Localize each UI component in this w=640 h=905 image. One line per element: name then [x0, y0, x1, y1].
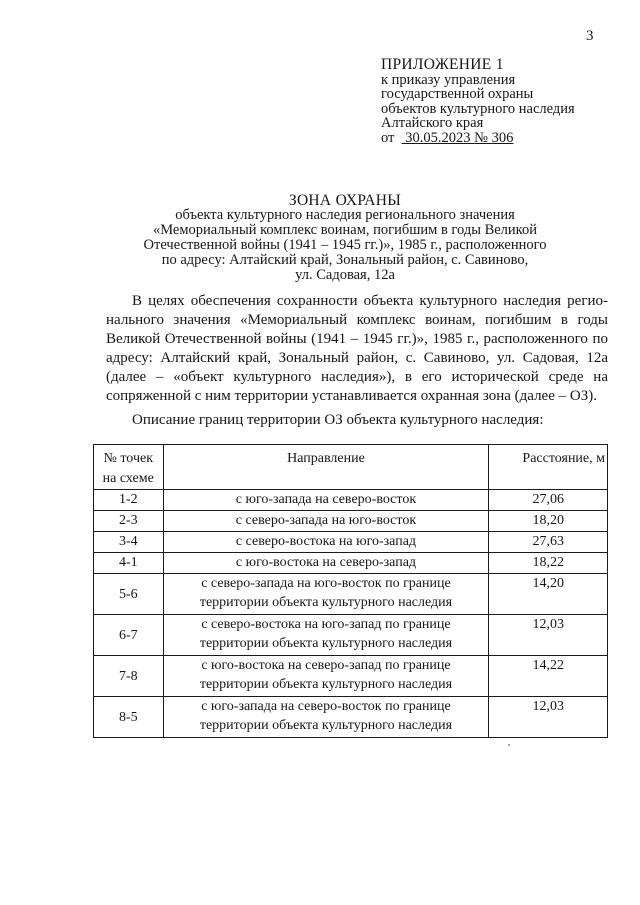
cell-direction: с северо-востока на юго-запад	[163, 532, 489, 553]
cell-direction: с юго-запада на северо-восток по границе территории объекта культурного наследия	[163, 697, 489, 738]
cell-points: 7-8	[94, 656, 164, 697]
page-number: 3	[586, 28, 594, 44]
scan-speck	[508, 744, 510, 746]
paragraph-line: нального значения «Мемориальный комплекс воинам, погибшим в годы	[106, 312, 608, 328]
paragraph-line: адресу: Алтайский край, Зональный район, с. Савиново, ул. Садовая, 12а	[106, 350, 608, 366]
table-row	[94, 574, 608, 615]
cell-distance: 18,22	[489, 553, 608, 574]
appendix-line: объектов культурного наследия	[381, 100, 575, 117]
table-caption: Описание границ территории ОЗ объекта культурного наследия:	[132, 412, 544, 428]
cell-points: 6-7	[94, 615, 164, 656]
cell-points: 8-5	[94, 697, 164, 738]
number-sign: №	[474, 129, 488, 146]
cell-direction: с северо-востока на юго-запад по границе территории объекта культурного наследия	[163, 615, 489, 656]
header-points: № точек на схеме	[94, 445, 164, 490]
appendix-line: государственной охраны	[381, 86, 534, 102]
header-direction: Направление	[163, 445, 489, 490]
table-row	[94, 490, 608, 511]
order-number: 306	[491, 129, 514, 146]
cell-points: 3-4	[94, 532, 164, 553]
table-row	[94, 511, 608, 532]
appendix-block	[381, 58, 575, 145]
header-distance: Расстояние, м	[489, 445, 608, 490]
date-prefix: от	[381, 129, 395, 146]
cell-direction: с юго-востока на северо-запад	[163, 553, 489, 574]
cell-distance: 12,03	[489, 697, 608, 738]
body-paragraph	[106, 292, 608, 406]
boundaries-table	[93, 444, 608, 738]
appendix-line: Алтайского края	[381, 115, 484, 131]
order-date: 30.05.2023 № 306	[405, 129, 514, 146]
paragraph-line: (далее – «объект культурного наследия»), в его исторической среде на	[106, 369, 608, 385]
title-heading: ЗОНА ОХРАНЫ	[288, 192, 402, 209]
appendix-heading: ПРИЛОЖЕНИЕ 1	[381, 56, 504, 73]
cell-direction: с северо-запада на юго-восток	[163, 511, 489, 532]
cell-points: 4-1	[94, 553, 164, 574]
cell-points: 2-3	[94, 511, 164, 532]
cell-direction: с юго-востока на северо-запад по границе территории объекта культурного наследия	[163, 656, 489, 697]
title-line: объекта культурного наследия регионального значения	[175, 207, 515, 223]
paragraph-line: сопряженной с ним территории устанавливается охранная зона (далее – ОЗ).	[106, 388, 597, 404]
appendix-date-line	[381, 131, 575, 146]
document-title	[120, 193, 570, 283]
paragraph-line: В целях обеспечения сохранности объекта культурного наследия регио-	[132, 293, 608, 309]
cell-direction: с северо-запада на юго-восток по границе территории объекта культурного наследия	[163, 574, 489, 615]
cell-points: 5-6	[94, 574, 164, 615]
table-row	[94, 656, 608, 697]
cell-distance: 14,22	[489, 656, 608, 697]
paragraph-line: Великой Отечественной войны (1941 – 1945 гг.)», 1985 г., расположенного по	[106, 331, 608, 347]
title-line: ул. Садовая, 12а	[295, 267, 395, 283]
table-row	[94, 532, 608, 553]
cell-distance: 27,06	[489, 490, 608, 511]
cell-direction: с юго-запада на северо-восток	[163, 490, 489, 511]
table-body	[94, 490, 608, 738]
cell-points: 1-2	[94, 490, 164, 511]
table-row	[94, 553, 608, 574]
cell-distance: 14,20	[489, 574, 608, 615]
title-line: Отечественной войны (1941 – 1945 гг.)», 1985 г., расположенного	[143, 237, 547, 253]
title-line: «Мемориальный комплекс воинам, погибшим в годы Великой	[152, 222, 537, 238]
cell-distance: 12,03	[489, 615, 608, 656]
cell-distance: 27,63	[489, 532, 608, 553]
cell-distance: 18,20	[489, 511, 608, 532]
table-row	[94, 697, 608, 738]
title-line: по адресу: Алтайский край, Зональный район, с. Савиново,	[161, 252, 529, 268]
table-header-row	[94, 445, 608, 490]
appendix-line: к приказу управления	[381, 71, 516, 88]
table-row	[94, 615, 608, 656]
